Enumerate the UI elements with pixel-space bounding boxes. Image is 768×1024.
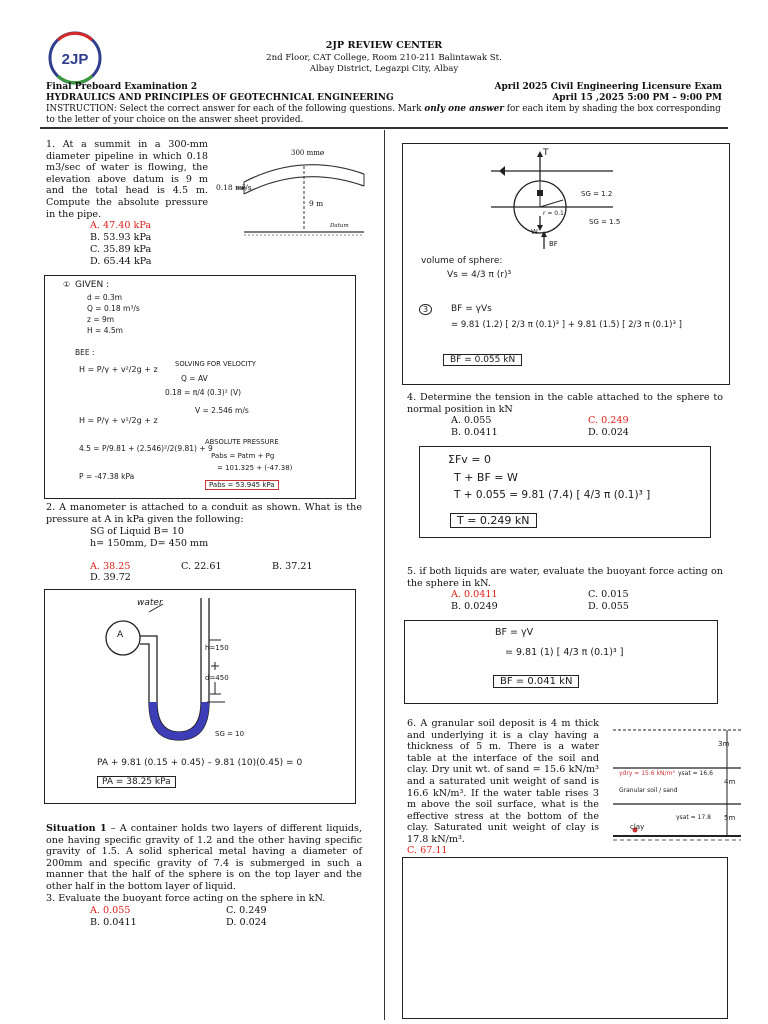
q1-eq1: H = P/γ + v²/2g + z	[79, 365, 158, 374]
q6-5m-label: 5m	[724, 814, 736, 822]
q3-solution-box	[402, 143, 730, 385]
sphere-w-label: W	[531, 228, 538, 236]
q5-choice-d: D. 0.055	[588, 601, 629, 612]
q4-choice-c: C. 0.249	[588, 415, 629, 426]
q5-choice-a: A. 0.0411	[451, 589, 498, 600]
q6-4m-label: 4m	[724, 778, 736, 786]
q1-text: 1. At a summit in a 300-mm diameter pipeline in which 0.18 m3/sec of water is flowing, the elevation above datum is 9 m and the total head is 4.5 m. Compute the absolute pressure in the pipe.	[46, 139, 208, 220]
q6-solution-box	[402, 857, 728, 1019]
q1-eq3: 4.5 = P/9.81 + (2.546)²/2(9.81) + 9	[79, 444, 213, 453]
q6-text: 6. A granular soil deposit is 4 m thick and underlying it is a clay having a thickness of 5 m. There is a water table at the interface of the soil and clay. Dry unit wt. of sand = 15.6 kN/m³ and a saturated unit weight of sand is 16.6 kN/m³. If the water table rises 3 m above the soil surface, what is the effective stress at the bottom of the clay. Saturated unit weight of clay is 17.8 kN/m³.	[407, 718, 599, 845]
q5-line1: BF = γV	[495, 627, 534, 638]
q1-vel2: 0.18 = π/4 (0.3)² (V)	[165, 388, 242, 397]
sphere-r-label: r = 0.1	[543, 210, 564, 217]
q3-answer: BF = 0.055 kN	[443, 354, 522, 366]
q3-bf2: = 9.81 (1.2) [ 2/3 π (0.1)³ ] + 9.81 (1.5) [ 2/3 π (0.1)³ ]	[451, 320, 682, 330]
situation-1-text: Situation 1 – A container holds two layers of different liquids, one having specific gravity of 1.2 and the other having specific gravity of 1.5. A solid spherical metal having a diameter of 200mm and specific gravity of 7.4 is submerged in such a manner that the half of the sphere is on the top layer and the other half in the bottom layer of liquid.	[46, 823, 362, 892]
q1-height-label: 9 m	[309, 199, 324, 208]
logo	[44, 30, 106, 86]
column-divider	[384, 130, 385, 1020]
q1-figure	[214, 144, 374, 244]
manometer-drawing	[45, 590, 355, 803]
q1-given-h: H = 4.5m	[87, 326, 123, 335]
q3-bf1: BF = γVs	[451, 304, 492, 314]
q2-given-1: SG of Liquid B= 10	[90, 526, 185, 537]
manometer-sg-label: SG = 10	[215, 730, 245, 738]
q5-line2: = 9.81 (1) [ 4/3 π (0.1)³ ]	[505, 647, 624, 658]
exam-name: April 2025 Civil Engineering Licensure Exam	[494, 82, 722, 92]
exam-title: Final Preboard Examination 2	[46, 82, 198, 92]
exam-date: April 15 ,2025 5:00 PM – 9:00 PM	[552, 93, 722, 103]
q6-sat-clay-label: γsat = 17.8	[676, 814, 711, 821]
q3-choice-a: A. 0.055	[90, 905, 131, 916]
address-line2: Albay District, Legazpi City, Albay	[309, 64, 459, 74]
q5-text: 5. if both liquids are water, evaluate the buoyant force acting on the sphere in kN.	[407, 566, 723, 589]
q1-solution-box	[44, 275, 356, 499]
q2-choice-a: A. 38.25	[90, 561, 131, 572]
sphere-sg1-label: SG = 1.2	[581, 190, 613, 198]
q6-soil-label: Granular soil / sand	[619, 787, 678, 794]
q2-eq: PA + 9.81 (0.15 + 0.45) – 9.81 (10)(0.45) = 0	[97, 758, 303, 768]
q1-choice-c: C. 35.89 kPa	[90, 244, 152, 255]
q2-choice-b: B. 37.21	[272, 561, 313, 572]
q4-text: 4. Determine the tension in the cable attached to the sphere to normal position in kN	[407, 392, 723, 415]
q1-choice-b: B. 53.93 kPa	[90, 232, 152, 243]
subject-title: HYDRAULICS AND PRINCIPLES OF GEOTECHNICAL ENGINEERING	[46, 93, 394, 103]
header-divider	[40, 127, 728, 129]
q1-abs-title: ABSOLUTE PRESSURE	[205, 438, 279, 446]
q6-answer: C. 67.11	[407, 845, 448, 856]
q4-line2: T + BF = W	[454, 471, 518, 484]
manometer-d-label: d=450	[205, 674, 229, 682]
q1-circle-1: ①	[63, 280, 71, 289]
q1-bee-title: BEE :	[75, 348, 95, 357]
q6-dry-label: γdry = 15.6 kN/m³	[619, 770, 675, 777]
q1-vel3: V = 2.546 m/s	[195, 406, 249, 415]
q4-line1: ΣFv = 0	[448, 453, 491, 466]
sphere-t-label: T	[543, 148, 549, 158]
q1-pipe-label: 300 mmø	[291, 149, 325, 157]
q4-answer: T = 0.249 kN	[450, 513, 537, 528]
q2-choice-c: C. 22.61	[181, 561, 222, 572]
q6-3m-label: 3m	[718, 740, 730, 748]
q5-choice-c: C. 0.015	[588, 589, 629, 600]
q5-solution-box	[404, 620, 718, 704]
q2-choice-d: D. 39.72	[90, 572, 131, 583]
instruction: INSTRUCTION: Select the correct answer for each of the following questions. Mark only one answer for each item by shading the box corresponding to the letter of your choice on the answer sheet provided.	[46, 104, 721, 125]
q1-datum-label: Datum	[330, 223, 349, 229]
q4-choice-b: B. 0.0411	[451, 427, 498, 438]
sphere-sg2-label: SG = 1.5	[589, 218, 621, 226]
manometer-water-label: water	[137, 598, 163, 608]
q1-given-d: d = 0.3m	[87, 293, 123, 302]
q1-vel-title: SOLVING FOR VELOCITY	[175, 360, 256, 368]
sphere-bf-label: BF	[549, 240, 558, 248]
q1-choice-a: A. 47.40 kPa	[90, 220, 152, 231]
address-line1: 2nd Floor, CAT College, Room 210-211 Balintawak St.	[266, 53, 502, 63]
q4-solution-box	[419, 446, 711, 538]
q1-flow-label: 0.18 m³/s	[216, 183, 252, 192]
manometer-h-label: h=150	[205, 644, 229, 652]
q4-choice-a: A. 0.055	[451, 415, 492, 426]
manometer-a-label: A	[117, 630, 124, 640]
center-name: 2JP REVIEW CENTER	[325, 40, 443, 51]
logo-text: 2JP	[61, 51, 89, 68]
q1-vel1: Q = AV	[181, 374, 208, 383]
q5-choice-b: B. 0.0249	[451, 601, 498, 612]
q3-vol-eq: Vs = 4/3 π (r)³	[447, 270, 512, 280]
q1-given-q: Q = 0.18 m³/s	[87, 304, 140, 313]
q6-clay-label: clay	[630, 823, 645, 831]
q1-given-z: z = 9m	[87, 315, 115, 324]
q1-abs2: = 101.325 + (-47.38)	[217, 464, 293, 472]
q1-given-title: GIVEN :	[75, 280, 110, 290]
q1-eq2: H = P/γ + v²/2g + z	[79, 416, 158, 425]
q3-vol-title: volume of sphere:	[421, 256, 503, 266]
q4-line3: T + 0.055 = 9.81 (7.4) [ 4/3 π (0.1)³ ]	[454, 489, 651, 501]
q4-choice-d: D. 0.024	[588, 427, 629, 438]
q3-circle-3: 3	[419, 304, 432, 315]
q2-text: 2. A manometer is attached to a conduit as shown. What is the pressure at A in kPa given the following:	[46, 502, 362, 525]
q2-given-2: h= 150mm, D= 450 mm	[90, 538, 209, 549]
q3-text: 3. Evaluate the buoyant force acting on the sphere in kN.	[46, 893, 326, 904]
q3-choice-d: D. 0.024	[226, 917, 267, 928]
q1-choice-d: D. 65.44 kPa	[90, 256, 152, 267]
q1-abs1: Pabs = Patm + Pg	[211, 452, 275, 460]
q6-sat-label: γsat = 16.6	[678, 770, 713, 777]
q3-choice-c: C. 0.249	[226, 905, 267, 916]
q2-answer: PA = 38.25 kPa	[97, 776, 176, 788]
q2-solution-box	[44, 589, 356, 804]
q1-answer: Pabs = 53.945 kPa	[205, 480, 279, 490]
q1-eq4: P = -47.38 kPa	[79, 472, 135, 481]
q3-choice-b: B. 0.0411	[90, 917, 137, 928]
q5-answer: BF = 0.041 kN	[493, 675, 579, 688]
